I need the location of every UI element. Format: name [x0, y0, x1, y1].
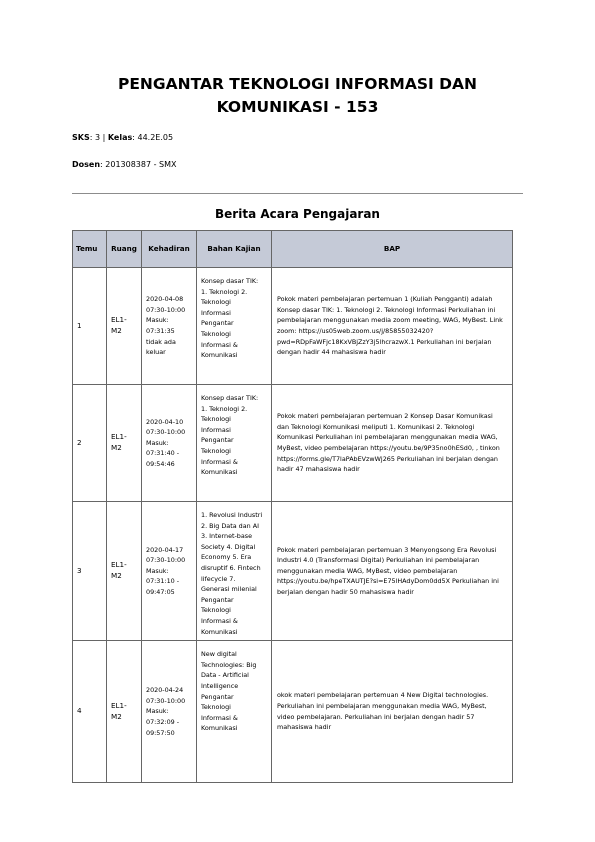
cell-bahan-kajian: New digital Technologies: Big Data - Artificial Intelligence Pengantar Teknologi Informasi & Komunikasi [197, 641, 272, 783]
cell-temu: 3 [73, 502, 107, 641]
cell-ruang: EL1- M2 [107, 641, 142, 783]
dosen-value: : 201308387 - SMX [100, 160, 177, 169]
kelas-label: Kelas [107, 133, 133, 142]
cell-kehadiran: 2020-04-10 07:30-10:00 Masuk: 07:31:40 - 09:54:46 [142, 385, 197, 502]
cell-bap: Pokok materi pembelajaran pertemuan 1 (Kuliah Pengganti) adalah Konsep dasar TIK: 1. Teknologi 2. Teknologi Informasi Perkuliahan ini pembelajaran menggunakan media zoom meeting, WAG, MyBest. Link zoom: https://us05web.zoom.us/j/85855032420?pwd=RDpFaWFjc18KxVBjZzY3j5lhcrazwX.1 Perkuliahan ini berjalan dengan hadir 44 mahasiswa hadir [272, 268, 513, 385]
page-title: PENGANTAR TEKNOLOGI INFORMASI DAN KOMUNIKASI - 153 [117, 75, 478, 116]
cell-ruang: EL1- M2 [107, 502, 142, 641]
cell-bap: okok materi pembelajaran pertemuan 4 New Digital technologies. Perkuliahan ini pembelajaran menggunakan media WAG, MyBest, video pembelajaran. Perkuliahan ini berjalan dengan hadir 57 mahasiswa hadir [272, 641, 513, 783]
dosen-label: Dosen [72, 160, 101, 169]
cell-bap: Pokok materi pembelajaran pertemuan 3 Menyongsong Era Revolusi Industri 4.0 (Transformasi Digital) Perkuliahan ini pembelajaran menggunakan media WAG, MyBest, video pembelajaran https://youtu.be/hpeTXAUTJE?si=E75lHAdyDom0dd5X Perkuliahan ini berjalan dengan hadir 50 mahasiswa hadir [272, 502, 513, 641]
header-bap: BAP [272, 231, 513, 268]
cell-temu: 4 [73, 641, 107, 783]
cell-temu: 1 [73, 268, 107, 385]
cell-kehadiran: 2020-04-24 07:30-10:00 Masuk: 07:32:09 - 09:57:50 [142, 641, 197, 783]
cell-bap: Pokok materi pembelajaran pertemuan 2 Konsep Dasar Komunikasi dan Teknologi Komunikasi meliputi 1. Komunikasi 2. Teknologi Komunikasi Perkuliahan ini pembelajaran menggunakan media WAG, MyBest, video pembelajaran https://youtu.be/9P35no0hESd0, , tinkon https://forms.gle/T7laPAbEVzwWj265 Perkuliahan ini berjalan dengan hadir 47 mahasiswa hadir [272, 385, 513, 502]
course-meta-line [72, 133, 173, 143]
cell-ruang: EL1- M2 [107, 385, 142, 502]
table-row [73, 385, 513, 502]
cell-ruang: EL1- M2 [107, 268, 142, 385]
header-kehadiran: Kehadiran [142, 231, 197, 268]
table-row [73, 502, 513, 641]
cell-kehadiran: 2020-04-17 07:30-10:00 Masuk: 07:31:10 - 09:47:05 [142, 502, 197, 641]
cell-bahan-kajian: Konsep dasar TIK: 1. Teknologi 2. Teknologi Informasi Pengantar Teknologi Informasi & Komunikasi [197, 268, 272, 385]
header-bahan-kajian: Bahan Kajian [197, 231, 272, 268]
cell-bahan-kajian: 1. Revolusi Industri 2. Big Data dan AI 3. Internet-base Society 4. Digital Economy 5. Era disruptif 6. Fintech lifecycle 7. Generasi milenial Pengantar Teknologi Informasi & Komunikasi [197, 502, 272, 641]
kelas-value: : 44.2E.05 [132, 133, 174, 142]
table-row [73, 641, 513, 783]
lecturer-line [72, 160, 177, 170]
bap-table [72, 230, 513, 783]
cell-bahan-kajian: Konsep dasar TIK: 1. Teknologi 2. Teknologi Informasi Pengantar Teknologi Informasi & Komunikasi [197, 385, 272, 502]
divider [72, 193, 523, 194]
header-ruang: Ruang [107, 231, 142, 268]
table-header-row [73, 231, 513, 268]
section-title: Berita Acara Pengajaran [215, 207, 380, 221]
cell-kehadiran: 2020-04-08 07:30-10:00 Masuk: 07:31:35 tidak ada keluar [142, 268, 197, 385]
table-row [73, 268, 513, 385]
cell-temu: 2 [73, 385, 107, 502]
sks-value: : 3 | [89, 133, 106, 142]
sks-label: SKS [72, 133, 90, 142]
header-temu: Temu [73, 231, 107, 268]
